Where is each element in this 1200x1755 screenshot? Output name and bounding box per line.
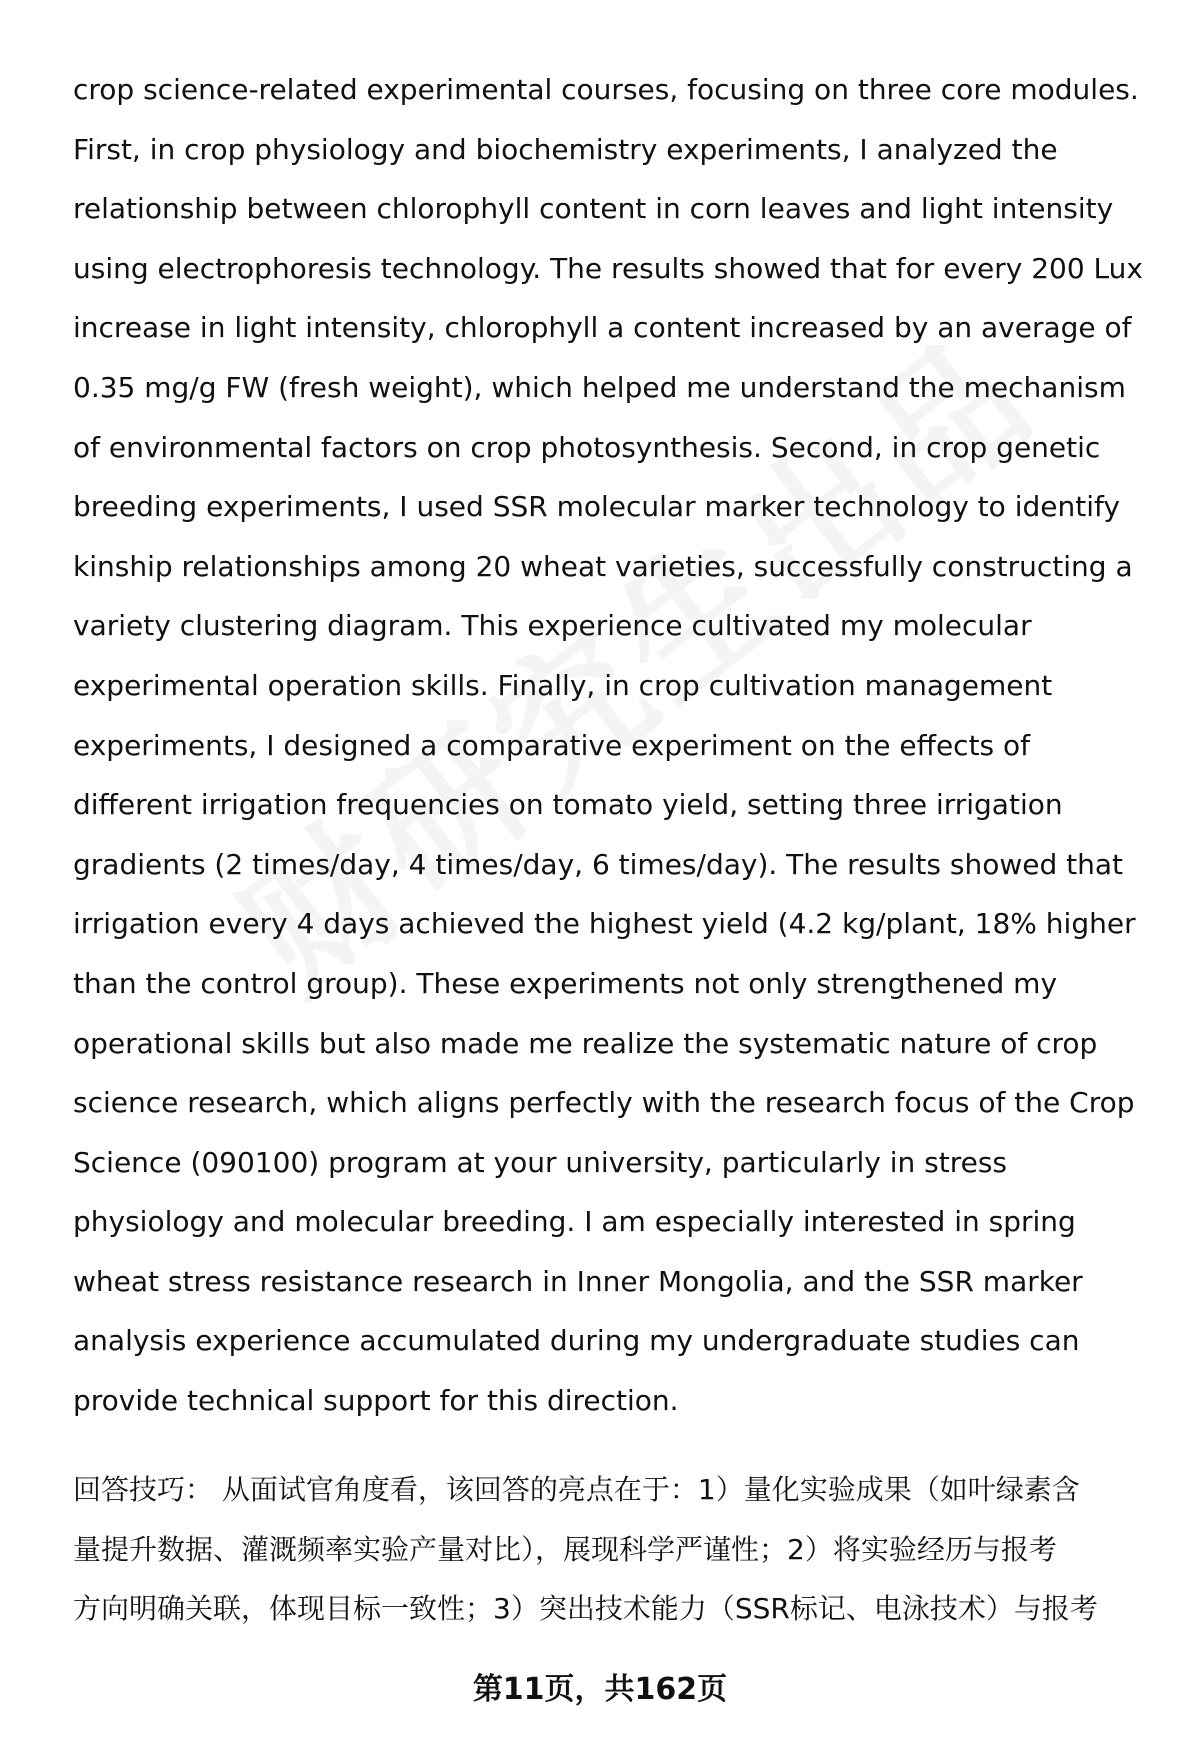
body-line: experiments, I designed a comparative experiment on the effects of (73, 728, 1031, 762)
body-line: breeding experiments, I used SSR molecular marker technology to identify (73, 490, 1120, 524)
body-line: kinship relationships among 20 wheat varieties, successfully constructing a (73, 549, 1133, 583)
body-line: using electrophoresis technology. The results showed that for every 200 Lux (73, 251, 1143, 285)
body-line: wheat stress resistance research in Inner Mongolia, and the SSR marker (73, 1264, 1083, 1298)
body-line: experimental operation skills. Finally, in crop cultivation management (73, 668, 1053, 702)
tips-line: 方向明确关联，体现目标一致性；3）突出技术能力（SSR标记、电泳技术）与报考 (73, 1592, 1098, 1626)
body-line: First, in crop physiology and biochemistry experiments, I analyzed the (73, 132, 1058, 166)
body-line: irrigation every 4 days achieved the highest yield (4.2 kg/plant, 18% higher (73, 907, 1136, 941)
body-line: increase in light intensity, chlorophyll a content increased by an average of (73, 311, 1132, 345)
body-line: than the control group). These experiments not only strengthened my (73, 966, 1058, 1000)
body-line: science research, which aligns perfectly with the research focus of the Crop (73, 1086, 1135, 1120)
body-line: physiology and molecular breeding. I am especially interested in spring (73, 1205, 1076, 1239)
body-line: provide technical support for this direction. (73, 1384, 679, 1418)
body-line: of environmental factors on crop photosynthesis. Second, in crop genetic (73, 430, 1101, 464)
body-line: different irrigation frequencies on tomato yield, setting three irrigation (73, 788, 1063, 822)
answer-tips (73, 1460, 1163, 1639)
body-line: crop science-related experimental courses, focusing on three core modules. (73, 73, 1139, 106)
answer-body (73, 60, 1163, 1431)
body-line: Science (090100) program at your university, particularly in stress (73, 1145, 1008, 1179)
tips-line: 量提升数据、灌溉频率实验产量对比），展现科学严谨性；2）将实验经历与报考 (73, 1532, 1057, 1566)
body-line: gradients (2 times/day, 4 times/day, 6 times/day). The results showed that (73, 847, 1123, 881)
body-line: operational skills but also made me realize the systematic nature of crop (73, 1026, 1098, 1060)
body-line: relationship between chlorophyll content in corn leaves and light intensity (73, 192, 1114, 226)
body-line: 0.35 mg/g FW (fresh weight), which helped me understand the mechanism (73, 370, 1126, 404)
page-number: 第11页，共162页 (472, 1672, 728, 1707)
body-line: analysis experience accumulated during my undergraduate studies can (73, 1324, 1080, 1358)
tips-line: 回答技巧： 从面试官角度看，该回答的亮点在于：1）量化实验成果（如叶绿素含 (73, 1473, 1080, 1506)
body-line: variety clustering diagram. This experience cultivated my molecular (73, 609, 1032, 643)
